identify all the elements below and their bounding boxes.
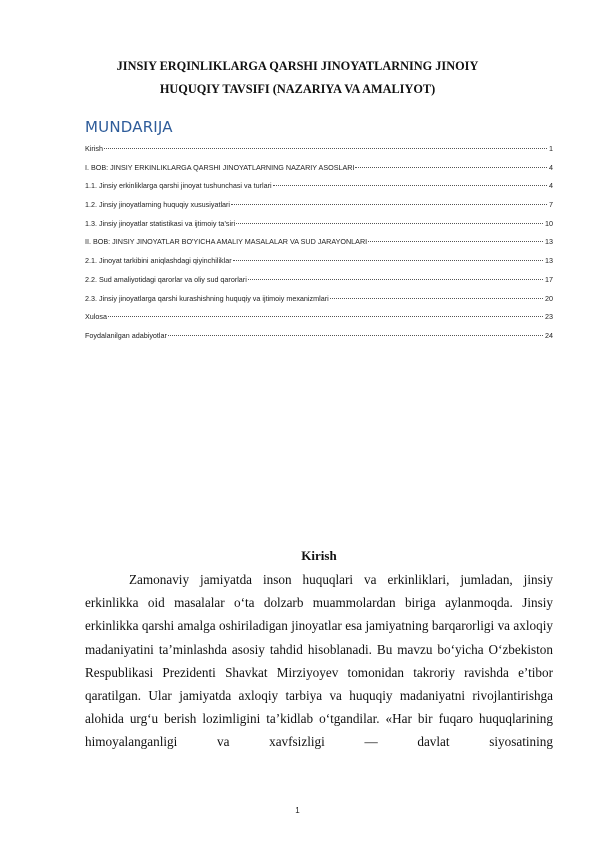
toc-entry-section-1-1[interactable] xyxy=(85,177,553,196)
toc-entry-label: 2.2. Sud amaliyotidagi qarorlar va oliy sud qarorlari xyxy=(85,274,247,284)
toc-entry-label: 2.3. Jinsiy jinoyatlarga qarshi kurashishning huquqiy va ijtimoiy mexanizmlari xyxy=(85,293,329,303)
toc-entry-chapter-2[interactable] xyxy=(85,233,553,252)
toc-entry-label: I. BOB: JINSIY ERKINLIKLARGA QARSHI JINOYATLARNING NAZARIY ASOSLARI xyxy=(85,162,355,172)
toc-entry-page: 4 xyxy=(549,181,553,191)
intro-paragraph: Zamonaviy jamiyatda inson huquqlari va erkinliklari, jumladan, jinsiy erkinlikka oid masalalar o‘ta dolzarb muammolardan biriga aylanmoqda. Jinsiy erkinlikka qarshi amalga oshiriladigan jinoyatlar esa jamiyatning barqarorligi va axloqiy madaniyatini ta’minlashda asosiy tahdid hisoblanadi. Bu mavzu bo‘yicha O‘zbekiston Respublikasi Prezidenti Shavkat Mirziyoyev tomonidan takroriy ravishda e’tibor qaratilgan. Ular jamiyatda axloqiy tarbiya va huquqiy madaniyatni rivojlantirishga alohida urg‘u berish lozimligini ta’kidlab o‘tgandilar. «Har bir fuqaro huquqlarining himoyalanganligi va xavfsizligi — davlat siyosatining xyxy=(85,572,553,750)
toc-entry-label: 1.1. Jinsiy erkinliklarga qarshi jinoyat tushunchasi va turlari xyxy=(85,181,272,191)
document-title: JINSIY ERQINLIKLARGA QARSHI JINOYATLARNING JINOIY HUQUQIY TAVSIFI (NAZARIYA VA AMALIYOT) xyxy=(116,59,479,96)
toc-entry-label: Xulosa xyxy=(85,312,107,322)
toc-entry-page: 13 xyxy=(545,237,553,247)
toc-leader-dots xyxy=(355,166,547,168)
toc-entry-label: 1.3. Jinsiy jinoyatlar statistikasi va ijtimoiy ta’siri xyxy=(85,218,236,228)
toc-leader-dots xyxy=(368,240,543,242)
toc-leader-dots xyxy=(233,259,543,261)
toc-entry-section-2-2[interactable] xyxy=(85,271,553,290)
intro-heading: Kirish xyxy=(301,548,337,563)
toc-leader-dots xyxy=(104,147,547,149)
toc-leader-dots xyxy=(273,184,547,186)
toc-entry-label: II. BOB: JINSIY JINOYATLAR BO'YICHA AMALIY MASALALAR VA SUD JARAYONLARI xyxy=(85,237,368,247)
toc-heading: MUNDARIJA xyxy=(85,118,173,136)
toc-entry-page: 1 xyxy=(549,144,553,153)
toc-leader-dots xyxy=(236,222,543,224)
toc-entry-page: 10 xyxy=(545,218,553,228)
toc-leader-dots xyxy=(168,334,543,336)
toc-entry-section-2-3[interactable] xyxy=(85,290,553,309)
page-number: 1 xyxy=(295,806,300,815)
toc-entry-references[interactable] xyxy=(85,327,553,346)
toc-entry-label: Kirish xyxy=(85,144,103,153)
toc-entry-page: 4 xyxy=(549,162,553,172)
toc-entry-kirish[interactable] xyxy=(85,140,553,159)
toc-entry-section-1-3[interactable] xyxy=(85,215,553,234)
toc-entry-label: 2.1. Jinoyat tarkibini aniqlashdagi qiyinchiliklar xyxy=(85,256,232,266)
toc-leader-dots xyxy=(330,297,543,299)
toc-entry-label: Foydalanilgan adabiyotlar xyxy=(85,330,167,340)
toc-leader-dots xyxy=(231,203,547,205)
toc-entry-page: 7 xyxy=(549,200,553,210)
toc-leader-dots xyxy=(248,278,543,280)
toc-entry-label: 1.2. Jinsiy jinoyatlarning huquqiy xususiyatlari xyxy=(85,200,231,210)
toc-entry-page: 20 xyxy=(545,293,553,303)
toc-entry-page: 24 xyxy=(545,330,553,340)
toc-leader-dots xyxy=(108,315,543,317)
toc-entry-page: 13 xyxy=(545,256,553,266)
toc-entry-section-1-2[interactable] xyxy=(85,196,553,215)
toc-entry-chapter-1[interactable] xyxy=(85,159,553,178)
toc-entry-page: 23 xyxy=(545,312,553,322)
toc-entry-page: 17 xyxy=(545,274,553,284)
toc-entry-xulosa[interactable] xyxy=(85,308,553,327)
table-of-contents xyxy=(85,140,553,346)
toc-entry-section-2-1[interactable] xyxy=(85,252,553,271)
